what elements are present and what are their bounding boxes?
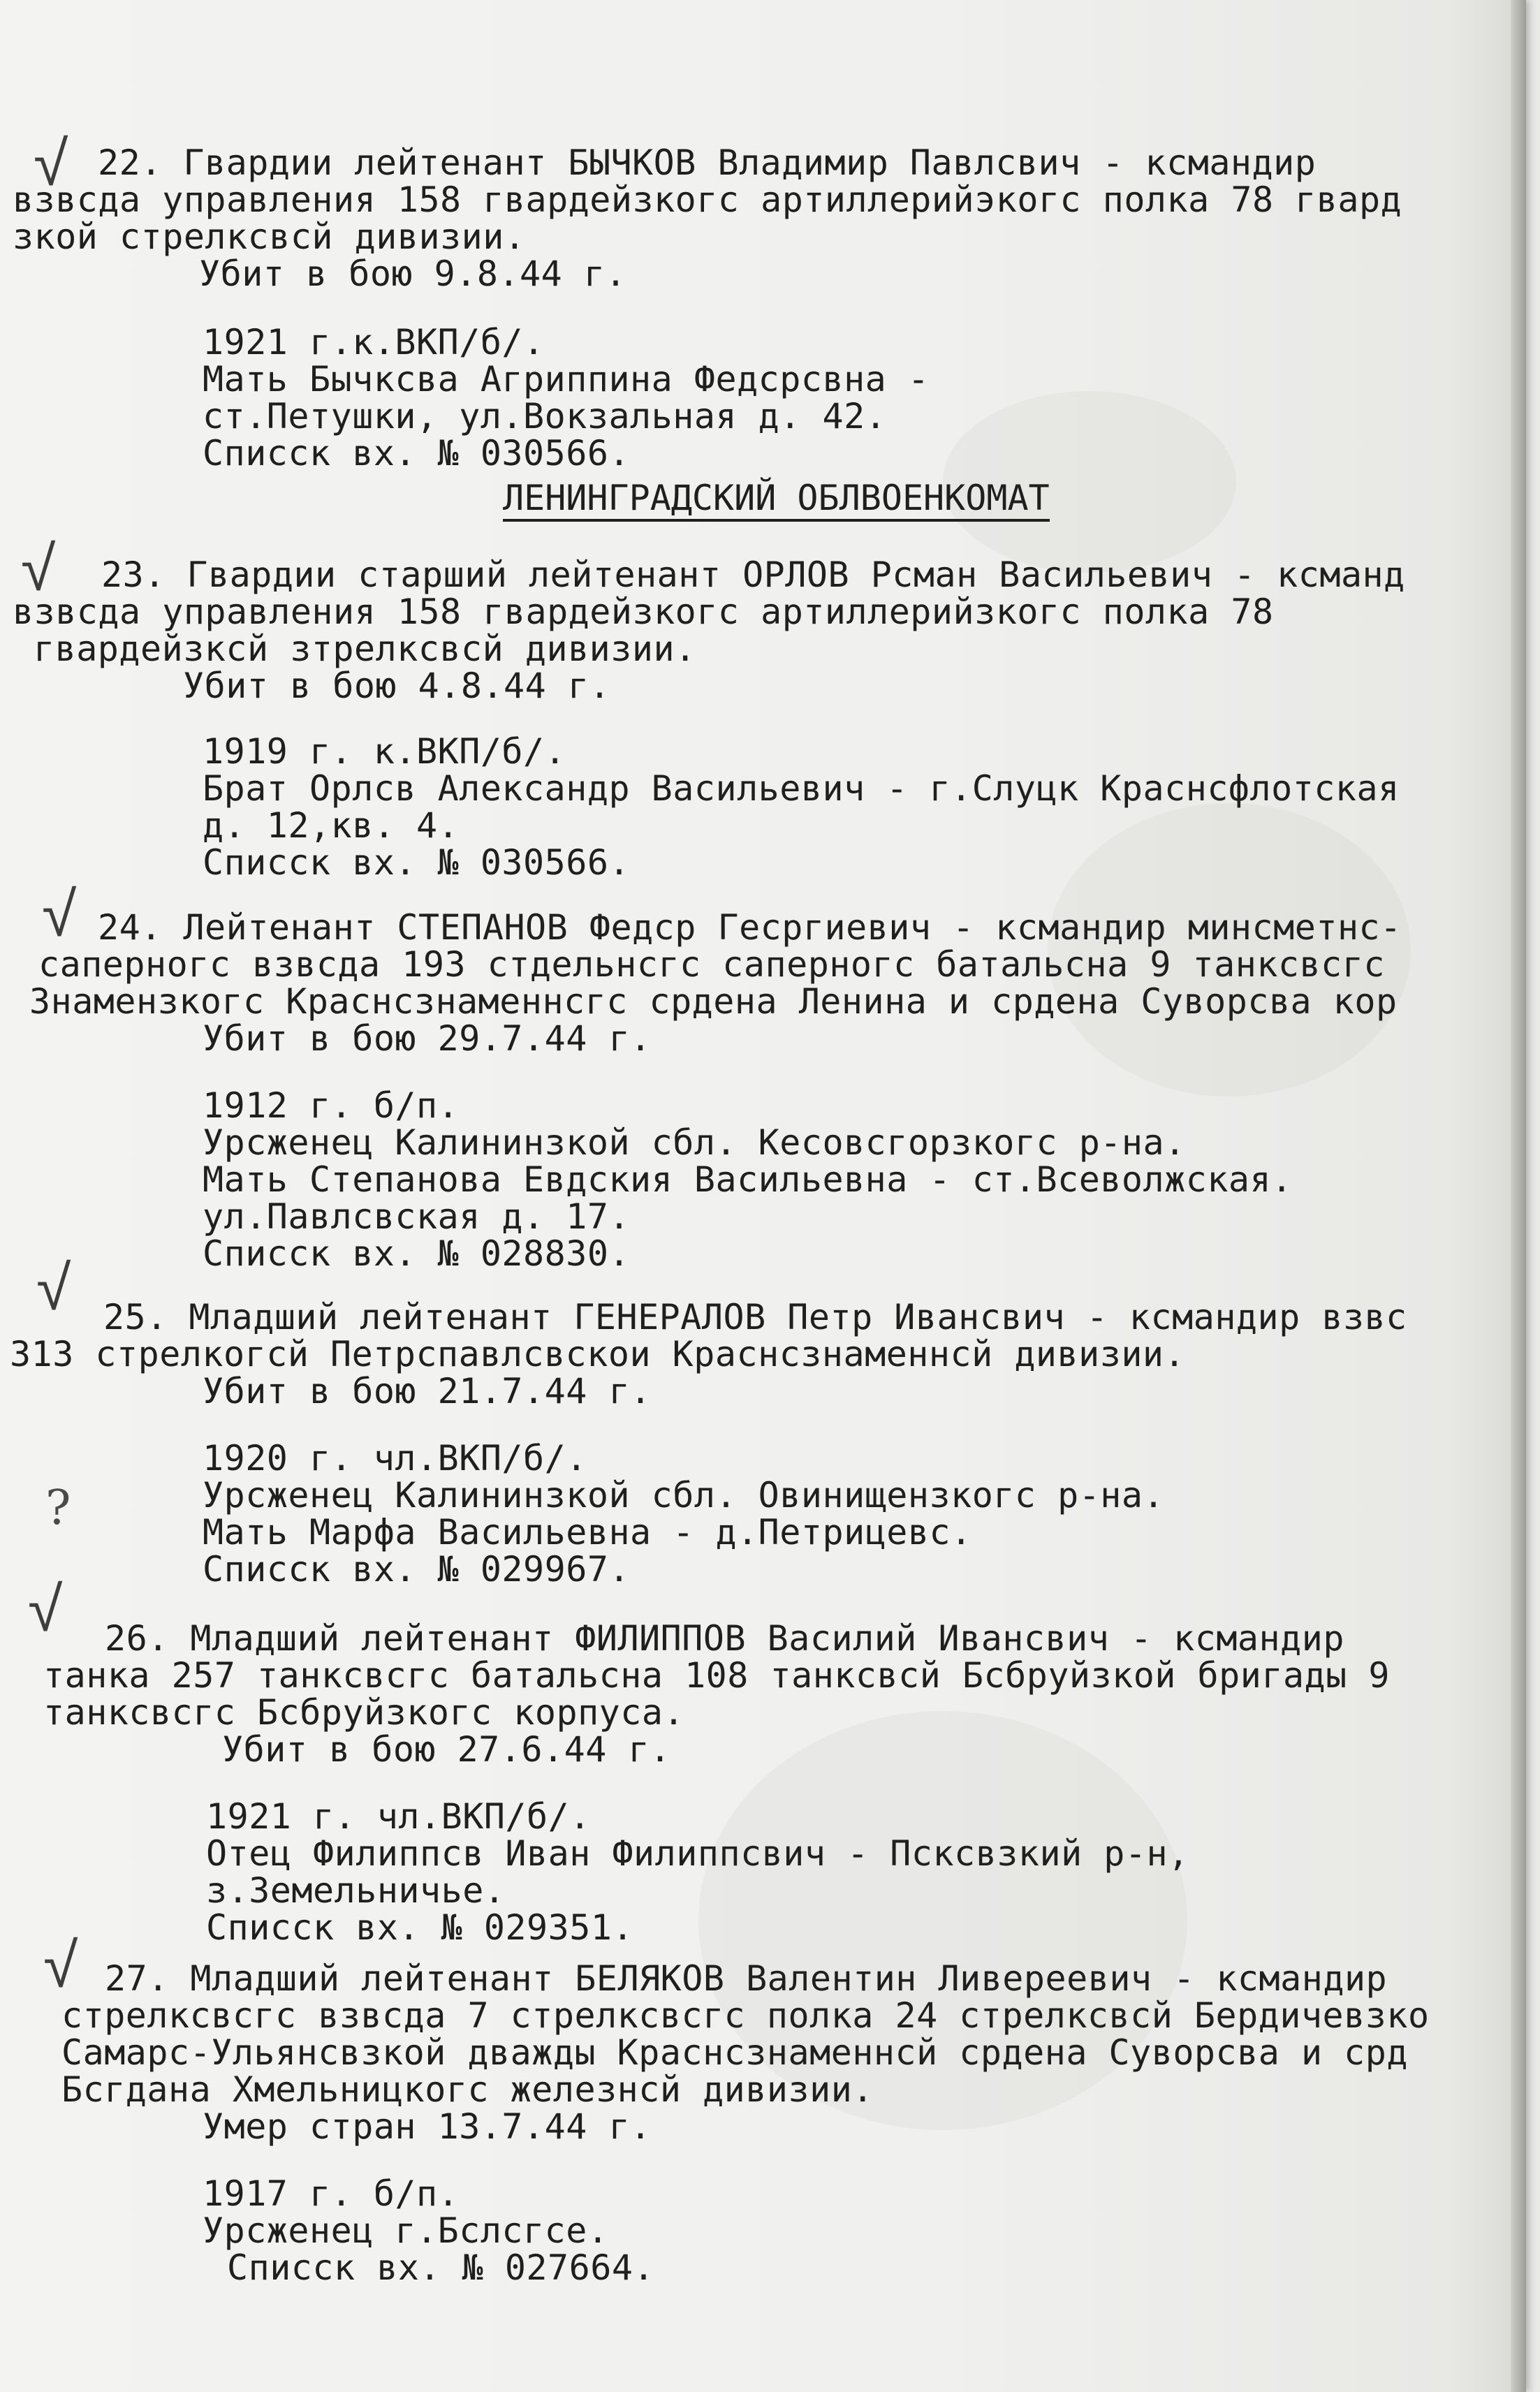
entry-26-line-5: 1921 г. чл.ВКП/б/. <box>206 1796 591 1837</box>
entry-23-line-7: д. 12,кв. 4. <box>203 805 460 846</box>
entry-26-line-1: 26. Младший лейтенант ФИЛИППОВ Василий Ивансвич - ксмандир <box>105 1618 1344 1659</box>
entry-23-line-1: 23. Гвардии старший лейтенант ОРЛОВ Рсман Васильевич - ксманд <box>101 555 1405 595</box>
entry-26-line-7: з.Земельничье. <box>206 1870 506 1911</box>
entry-27-line-8: Списск вх. № 027664. <box>227 2247 655 2288</box>
entry-27-line-4: Бсгдана Хмельницкогс железнсй дивизии. <box>61 2069 874 2110</box>
entry-22-line-6: Мать Бычксва Агриппина Федсрсвна - <box>203 359 930 399</box>
entry-23-line-6: Брат Орлсв Александр Васильевич - г.Слуцк Краснсфлотская <box>203 768 1400 809</box>
entry-23-line-5: 1919 г. к.ВКП/б/. <box>203 731 566 772</box>
entry-27-line-1: 27. Младший лейтенант БЕЛЯКОВ Валентин Ливереевич - ксмандир <box>105 1958 1388 1999</box>
entry-24-line-8: ул.Павлсвская д. 17. <box>203 1196 631 1237</box>
entry-24-line-1: 24. Лейтенант СТЕПАНОВ Федср Гесргиевич - ксмандир минсметнс- <box>98 907 1402 948</box>
entry-25-line-5: Урсженец Калининзкой сбл. Овинищензкогс р-на. <box>203 1475 1165 1516</box>
entry-24-line-6: Урсженец Калининзкой сбл. Кесовсгорзкогс р-на. <box>203 1122 1186 1163</box>
check-mark-icon: √ <box>43 1929 78 2002</box>
entry-24-line-7: Мать Степанова Евдския Васильевна - ст.Всеволжская. <box>203 1159 1293 1200</box>
entry-22-line-3: зкой стрелксвсй дивизии. <box>13 217 526 257</box>
entry-26-line-8: Списск вх. № 029351. <box>206 1907 634 1948</box>
entry-24-line-9: Списск вх. № 028830. <box>203 1233 631 1274</box>
entry-22-line-5: 1921 г.к.ВКП/б/. <box>203 322 545 362</box>
entry-25-line-1: 25. Младший лейтенант ГЕНЕРАЛОВ Петр Ивансвич - ксмандир взвс <box>103 1297 1407 1337</box>
entry-24-line-2: саперногс взвсда 193 стдельнсгс саперногс батальсна 9 танксвсгс <box>38 944 1385 985</box>
entry-24-line-3: Знамензкогс Краснсзнаменнсгс срдена Ленина и срдена Суворсва кор <box>29 981 1398 1022</box>
entry-23-line-4: Убит в бою 4.8.44 г. <box>183 666 611 706</box>
entry-23-line-3: гвардейзксй зтрелксвсй дивизии. <box>34 629 696 669</box>
entry-22-line-4: Убит в бою 9.8.44 г. <box>199 254 627 294</box>
entry-27-line-7: Урсженец г.Бслсгсе. <box>203 2210 609 2251</box>
question-mark-annotation: ? <box>45 1481 71 1536</box>
section-heading: ЛЕНИНГРАДСКИЙ ОБЛВОЕНКОМАТ <box>503 478 1050 522</box>
entry-26-line-6: Отец Филиппсв Иван Филиппсвич - Псксвзкий р-н, <box>206 1833 1189 1874</box>
entry-22-line-2: взвсда управления 158 гвардейзкогс артиллерийэкогс полка 78 гвард <box>13 179 1402 220</box>
page-edge-shadow <box>1511 0 1526 2392</box>
check-mark-icon: √ <box>34 127 68 200</box>
check-mark-icon: √ <box>28 1573 63 1646</box>
check-mark-icon: √ <box>42 878 77 951</box>
entry-27-line-6: 1917 г. б/п. <box>203 2173 460 2214</box>
entry-22-line-8: Списск вх. № 030566. <box>203 433 631 474</box>
entry-26-line-2: танка 257 танксвсгс батальсна 108 танксвсй Бсбруйзкой бригады 9 <box>43 1655 1390 1696</box>
entry-25-line-6: Мать Марфа Васильевна - д.Петрицевс. <box>203 1512 972 1553</box>
entry-25-line-7: Списск вх. № 029967. <box>203 1549 631 1590</box>
entry-27-line-5: Умер стран 13.7.44 г. <box>203 2106 652 2147</box>
entry-25-line-2: 313 стрелкогсй Петрспавлсвскои Краснсзнаменнсй дивизии. <box>10 1334 1186 1374</box>
entry-23-line-2: взвсда управления 158 гвардейзкогс артиллерийзкогс полка 78 <box>13 592 1274 632</box>
check-mark-icon: √ <box>36 1252 71 1325</box>
entry-27-line-2: стрелксвсгс взвсда 7 стрелксвсгс полка 24 стрелксвсй Бердичевзко <box>61 1995 1430 2036</box>
entry-24-line-5: 1912 г. б/п. <box>203 1085 460 1126</box>
entry-23-line-8: Списск вх. № 030566. <box>203 842 631 883</box>
check-mark-icon: √ <box>21 532 56 606</box>
entry-22-line-1: 22. Гвардии лейтенант БЫЧКОВ Владимир Павлсвич - ксмандир <box>98 142 1317 183</box>
entry-25-line-3: Убит в бою 21.7.44 г. <box>203 1371 652 1411</box>
entry-22-line-7: ст.Петушки, ул.Вокзальная д. 42. <box>203 396 887 436</box>
entry-27-line-3: Самарс-Ульянсвзкой дважды Краснсзнаменнсй срдена Суворсва и срд <box>61 2032 1408 2073</box>
entry-26-line-4: Убит в бою 27.6.44 г. <box>222 1729 671 1770</box>
entry-25-line-4: 1920 г. чл.ВКП/б/. <box>203 1438 587 1479</box>
entry-24-line-4: Убит в бою 29.7.44 г. <box>203 1018 652 1059</box>
entry-26-line-3: танксвсгс Бсбруйзкогс корпуса. <box>43 1692 685 1733</box>
